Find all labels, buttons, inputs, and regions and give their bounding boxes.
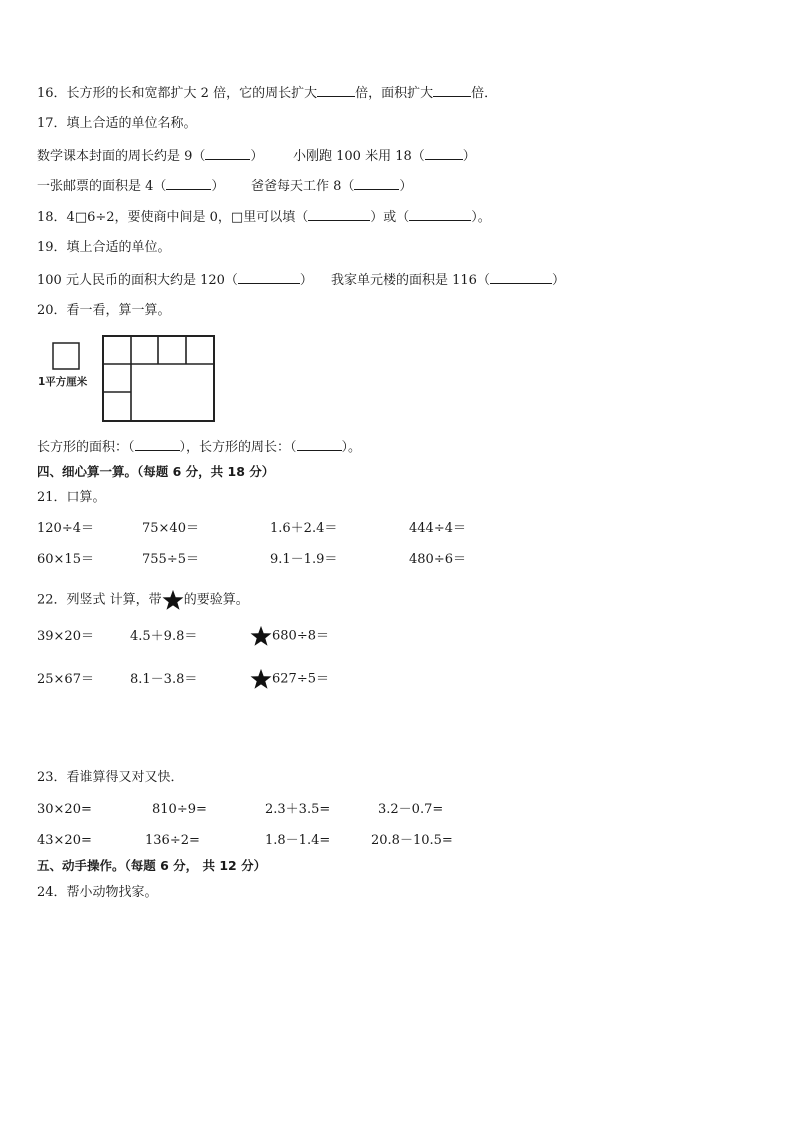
q19-a-text: 100 元人民币的面积大约是 120（ bbox=[37, 273, 238, 288]
unit-square bbox=[53, 343, 79, 369]
q22-r1c2: 4.5＋9.8＝ bbox=[130, 629, 198, 644]
q19-b-close: ） bbox=[551, 273, 565, 288]
section-5-title: 五、动手操作。（每题 6 分， 共 12 分） bbox=[37, 858, 267, 873]
q17-d-close: ） bbox=[399, 179, 413, 194]
q21-r2c4: 480÷6＝ bbox=[409, 552, 466, 567]
q22-r2c1: 25×67＝ bbox=[37, 672, 94, 687]
q17-d-blank[interactable] bbox=[354, 177, 399, 190]
q24-title: 24．帮小动物找家。 bbox=[37, 885, 158, 900]
q16-num: 16． bbox=[37, 86, 67, 101]
q18-line bbox=[37, 208, 491, 226]
q22-title-line bbox=[37, 589, 249, 611]
q19-b-blank[interactable] bbox=[490, 271, 552, 284]
q18-end: ）。 bbox=[471, 210, 491, 225]
q21-r2c3: 9.1－1.9＝ bbox=[270, 552, 338, 567]
q22-title-2: 的要验算。 bbox=[183, 592, 249, 608]
q23-title: 23．看谁算得又对又快． bbox=[37, 770, 184, 785]
section-4-title: 四、细心算一算。（每题 6 分，共 18 分） bbox=[37, 464, 275, 479]
q21-r1c2: 75×40＝ bbox=[142, 521, 199, 536]
q22-r2c3 bbox=[250, 668, 329, 690]
q17-c-close: ） bbox=[211, 179, 225, 194]
q23-r1c3: 2.3＋3.5= bbox=[265, 802, 331, 817]
q21-r1c4: 444÷4＝ bbox=[409, 521, 466, 536]
q22-r2c3-text: 627÷5＝ bbox=[272, 671, 329, 687]
q20-area-blank[interactable] bbox=[135, 438, 180, 451]
q19-title: 19．填上合适的单位。 bbox=[37, 240, 171, 255]
unit-square-label: 1平方厘米 bbox=[38, 376, 88, 388]
q17-line-b bbox=[293, 147, 476, 165]
q20-area-label: 长方形的面积：（ bbox=[37, 440, 135, 455]
q20-title: 20．看一看，算一算。 bbox=[37, 303, 171, 318]
q22-r1c3-text: 680÷8＝ bbox=[272, 628, 329, 644]
q18-mid: ）或（ bbox=[370, 210, 410, 225]
q17-line-c bbox=[37, 177, 224, 195]
q21-title: 21．口算。 bbox=[37, 490, 106, 505]
q18-text: 18．4□6÷2，要使商中间是 0，□里可以填（ bbox=[37, 210, 309, 225]
q18-blank-2[interactable] bbox=[409, 208, 471, 221]
q23-r1c1: 30×20= bbox=[37, 802, 92, 817]
q18-blank-1[interactable] bbox=[308, 208, 370, 221]
q22-title-1: 22．列竖式 计算，带 bbox=[37, 592, 162, 608]
q17-a-close: ） bbox=[250, 149, 264, 164]
q17-c-text: 一张邮票的面积是 4（ bbox=[37, 179, 167, 194]
q20-answer-line bbox=[37, 438, 361, 456]
q21-r1c3: 1.6＋2.4＝ bbox=[270, 521, 338, 536]
q16-blank-area[interactable] bbox=[433, 84, 471, 97]
star-icon bbox=[250, 668, 272, 690]
q22-r1c3 bbox=[250, 625, 329, 647]
star-icon bbox=[250, 625, 272, 647]
q17-line-a bbox=[37, 147, 263, 165]
q16-line bbox=[37, 84, 497, 102]
q17-line-d bbox=[251, 177, 412, 195]
q22-r1c1: 39×20＝ bbox=[37, 629, 94, 644]
q21-r2c2: 755÷5＝ bbox=[142, 552, 199, 567]
q21-r2c1: 60×15＝ bbox=[37, 552, 94, 567]
q20-end: ）。 bbox=[341, 440, 362, 455]
q23-r1c4: 3.2－0.7= bbox=[378, 802, 444, 817]
q16-part2: 倍，面积扩大 bbox=[355, 86, 434, 101]
q17-b-close: ） bbox=[462, 149, 476, 164]
q19-line-a bbox=[37, 271, 313, 289]
q20-perimeter-blank[interactable] bbox=[297, 438, 342, 451]
q17-c-blank[interactable] bbox=[166, 177, 211, 190]
q16-part1: 长方形的长和宽都扩大 2 倍，它的周长扩大 bbox=[66, 86, 318, 101]
q20-figure bbox=[37, 334, 219, 424]
q17-d-text: 爸爸每天工作 8（ bbox=[251, 179, 355, 194]
q23-r2c3: 1.8－1.4= bbox=[265, 833, 331, 848]
q20-perimeter-label: ），长方形的周长：（ bbox=[179, 440, 297, 455]
q16-blank-perimeter[interactable] bbox=[317, 84, 355, 97]
q16-part3: 倍． bbox=[471, 86, 498, 101]
q23-r2c2: 136÷2= bbox=[145, 833, 200, 848]
q23-r1c2: 810÷9= bbox=[152, 802, 207, 817]
q17-a-blank[interactable] bbox=[205, 147, 250, 160]
q17-b-text: 小刚跑 100 米用 18（ bbox=[293, 149, 425, 164]
q19-b-text: 我家单元楼的面积是 116（ bbox=[331, 273, 490, 288]
q23-r2c1: 43×20= bbox=[37, 833, 92, 848]
q19-line-b bbox=[331, 271, 565, 289]
star-icon bbox=[162, 589, 184, 611]
q21-r1c1: 120÷4＝ bbox=[37, 521, 94, 536]
q19-a-blank[interactable] bbox=[238, 271, 300, 284]
q23-r2c4: 20.8－10.5= bbox=[371, 833, 453, 848]
q17-a-text: 数学课本封面的周长约是 9（ bbox=[37, 149, 206, 164]
rectangle-grid-lines bbox=[103, 336, 214, 421]
q17-b-blank[interactable] bbox=[425, 147, 463, 160]
q17-title: 17．填上合适的单位名称。 bbox=[37, 116, 197, 131]
q22-r2c2: 8.1－3.8＝ bbox=[130, 672, 198, 687]
q19-a-close: ） bbox=[299, 273, 313, 288]
